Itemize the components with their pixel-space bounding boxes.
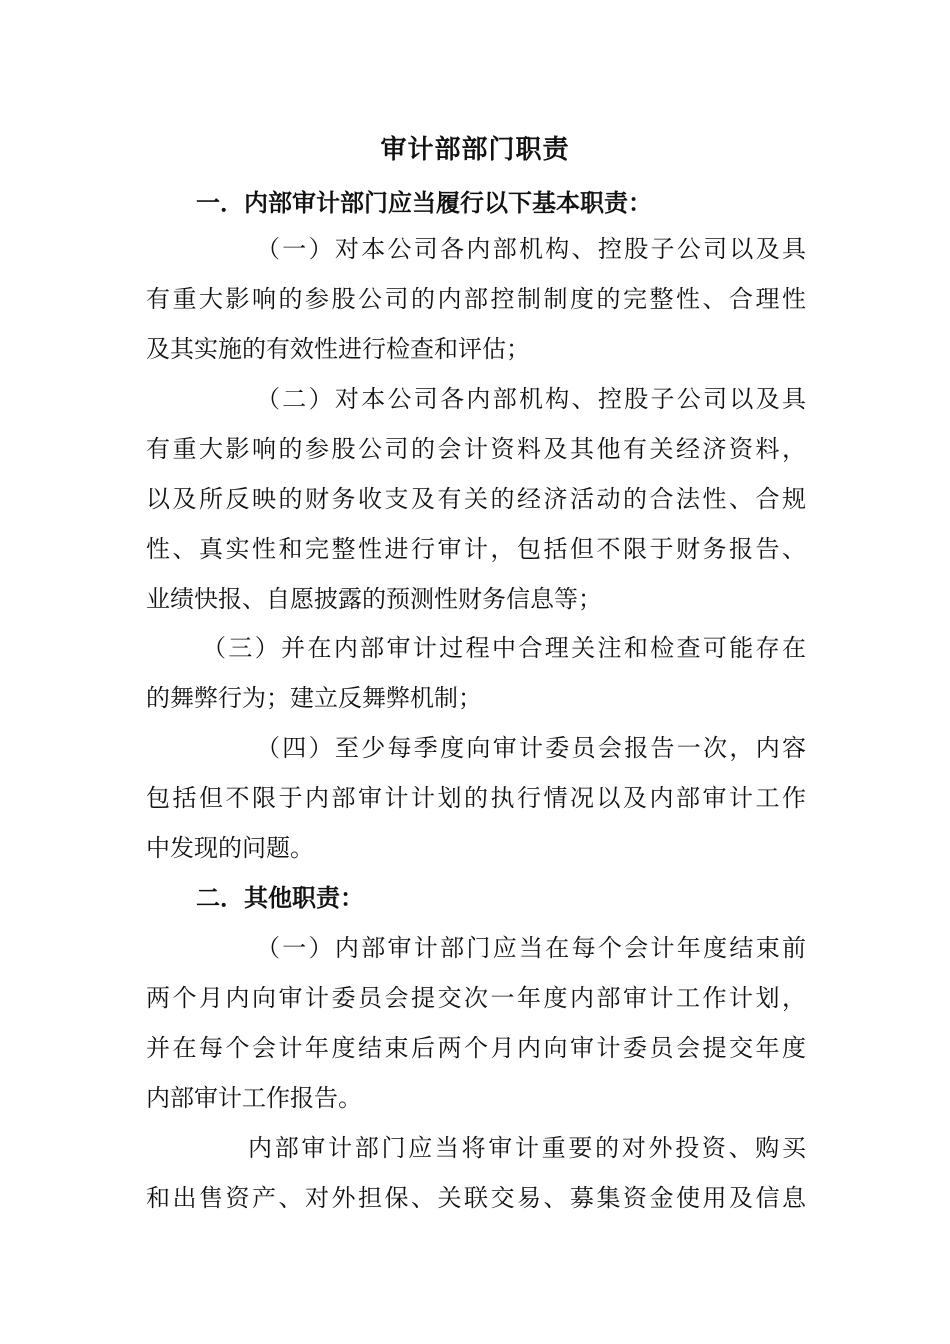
section2-item1-line2: 两个月内向审计委员会提交次一年度内部审计工作计划， — [146, 984, 806, 1012]
section1-item4-line3: 中发现的问题。 — [146, 834, 314, 862]
section2-paragraph2-line1: 内部审计部门应当将审计重要的对外投资、购买 — [248, 1134, 806, 1162]
section1-item2-line1: （二）对本公司各内部机构、控股子公司以及具 — [256, 385, 806, 413]
section1-item4-line1: （四）至少每季度向审计委员会报告一次，内容 — [256, 734, 806, 762]
document-title: 审计部部门职责 — [380, 135, 570, 165]
section2-item1-line3: 并在每个会计年度结束后两个月内向审计委员会提交年度 — [146, 1034, 806, 1062]
section1-item4-line2: 包括但不限于内部审计计划的执行情况以及内部审计工作 — [146, 784, 806, 812]
section1-item2-line3: 以及所反映的财务收支及有关的经济活动的合法性、合规 — [146, 485, 806, 513]
section1-item2-line2: 有重大影响的参股公司的会计资料及其他有关经济资料， — [146, 435, 806, 463]
section2-item1-line1: （一）内部审计部门应当在每个会计年度结束前 — [256, 934, 806, 962]
section2-paragraph2-line2: 和出售资产、对外担保、关联交易、募集资金使用及信息 — [146, 1184, 806, 1212]
section2-heading: 二．其他职责： — [196, 883, 364, 912]
section1-item3-line1: （三）并在内部审计过程中合理关注和检查可能存在 — [202, 634, 806, 662]
section1-item2-line5: 业绩快报、自愿披露的预测性财务信息等； — [146, 585, 602, 613]
section1-item1-line1: （一）对本公司各内部机构、控股子公司以及具 — [256, 235, 806, 263]
section1-item1-line2: 有重大影响的参股公司的内部控制制度的完整性、合理性 — [146, 285, 806, 313]
section1-item2-line4: 性、真实性和完整性进行审计，包括但不限于财务报告、 — [146, 535, 806, 563]
section1-item3-line2: 的舞弊行为；建立反舞弊机制； — [146, 684, 482, 712]
section2-item1-line4: 内部审计工作报告。 — [146, 1084, 362, 1112]
section1-item1-line3: 及其实施的有效性进行检查和评估； — [146, 335, 530, 363]
section1-heading: 一．内部审计部门应当履行以下基本职责： — [196, 188, 652, 217]
